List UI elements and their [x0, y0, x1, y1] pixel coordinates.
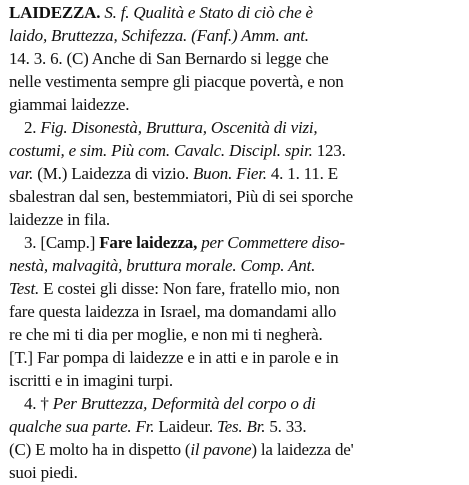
entry-line: [9, 93, 129, 117]
text-segment: Tes. Br.: [216, 417, 266, 436]
entry-line: [9, 208, 110, 232]
entry-line: [9, 24, 309, 48]
entry-line: [9, 438, 353, 462]
text-segment: 3. [Camp.]: [24, 233, 100, 252]
text-segment: (M.) Laidezza di vizio.: [33, 164, 193, 183]
text-segment: 4. †: [24, 394, 53, 413]
text-segment: Fig. Disonestà, Bruttura, Oscenità di vizi,: [40, 118, 318, 137]
text-segment: 14. 3. 6. (C) Anche di San Bernardo si legge che: [9, 49, 329, 68]
entry-line: [9, 346, 338, 370]
text-segment: costumi, e sim. Più com. Cavalc. Discipl. spir.: [9, 141, 313, 160]
text-segment: ) la laidezza de': [251, 440, 354, 459]
text-segment: var.: [9, 164, 34, 183]
entry-line: [9, 185, 353, 209]
entry-line: [24, 231, 345, 255]
text-segment: S. f. Qualità e Stato di ciò che è: [100, 3, 313, 22]
entry-line: [9, 1, 313, 25]
text-segment: suoi piedi.: [9, 463, 78, 482]
text-segment: il pavone: [190, 440, 252, 459]
text-segment: giammai laidezze.: [9, 95, 130, 114]
text-segment: 4. 1. 11. E: [266, 164, 338, 183]
text-segment: nelle vestimenta sempre gli piacque povertà, e non: [9, 72, 344, 91]
text-segment: 2.: [24, 118, 41, 137]
entry-line: [9, 461, 78, 485]
entry-line: [9, 323, 323, 347]
text-segment: nestà, malvagità, bruttura morale. Comp. Ant.: [9, 256, 316, 275]
text-segment: (C) E molto ha in dispetto (: [9, 440, 191, 459]
entry-line: [9, 415, 306, 439]
text-segment: laido, Bruttezza, Schifezza. (Fanf.) Amm. ant.: [9, 26, 309, 45]
text-segment: Fare laidezza,: [99, 233, 198, 252]
text-segment: per Commettere diso-: [197, 233, 345, 252]
entry-line: [9, 47, 328, 71]
entry-line: [9, 300, 336, 324]
text-segment: Buon. Fier.: [192, 164, 267, 183]
text-segment: qualche sua parte. Fr.: [9, 417, 155, 436]
text-segment: 123.: [312, 141, 346, 160]
text-segment: 5. 33.: [265, 417, 307, 436]
text-segment: Test.: [9, 279, 40, 298]
entry-line: [9, 277, 340, 301]
text-segment: sbalestran dal sen, bestemmiatori, Più di sei sporche: [9, 187, 353, 206]
entry-line: [24, 116, 318, 140]
text-segment: [T.] Far pompa di laidezze e in atti e in parole e in: [9, 348, 339, 367]
headword: LAIDEZZA.: [9, 3, 101, 22]
entry-line: [9, 162, 338, 186]
entry-line: [9, 70, 344, 94]
text-segment: Laideur.: [154, 417, 217, 436]
text-segment: E costei gli disse: Non fare, fratello mio, non: [39, 279, 340, 298]
entry-line: [9, 139, 346, 163]
entry-line: [24, 392, 316, 416]
text-segment: re che mi ti dia per moglie, e non mi ti negherà.: [9, 325, 323, 344]
text-segment: iscritti e in imagini turpi.: [9, 371, 173, 390]
entry-line: [9, 254, 315, 278]
text-segment: laidezze in fila.: [9, 210, 110, 229]
entry-line: [9, 369, 173, 393]
text-segment: Per Bruttezza, Deformità del corpo o di: [52, 394, 316, 413]
text-segment: fare questa laidezza in Israel, ma domandami allo: [9, 302, 337, 321]
